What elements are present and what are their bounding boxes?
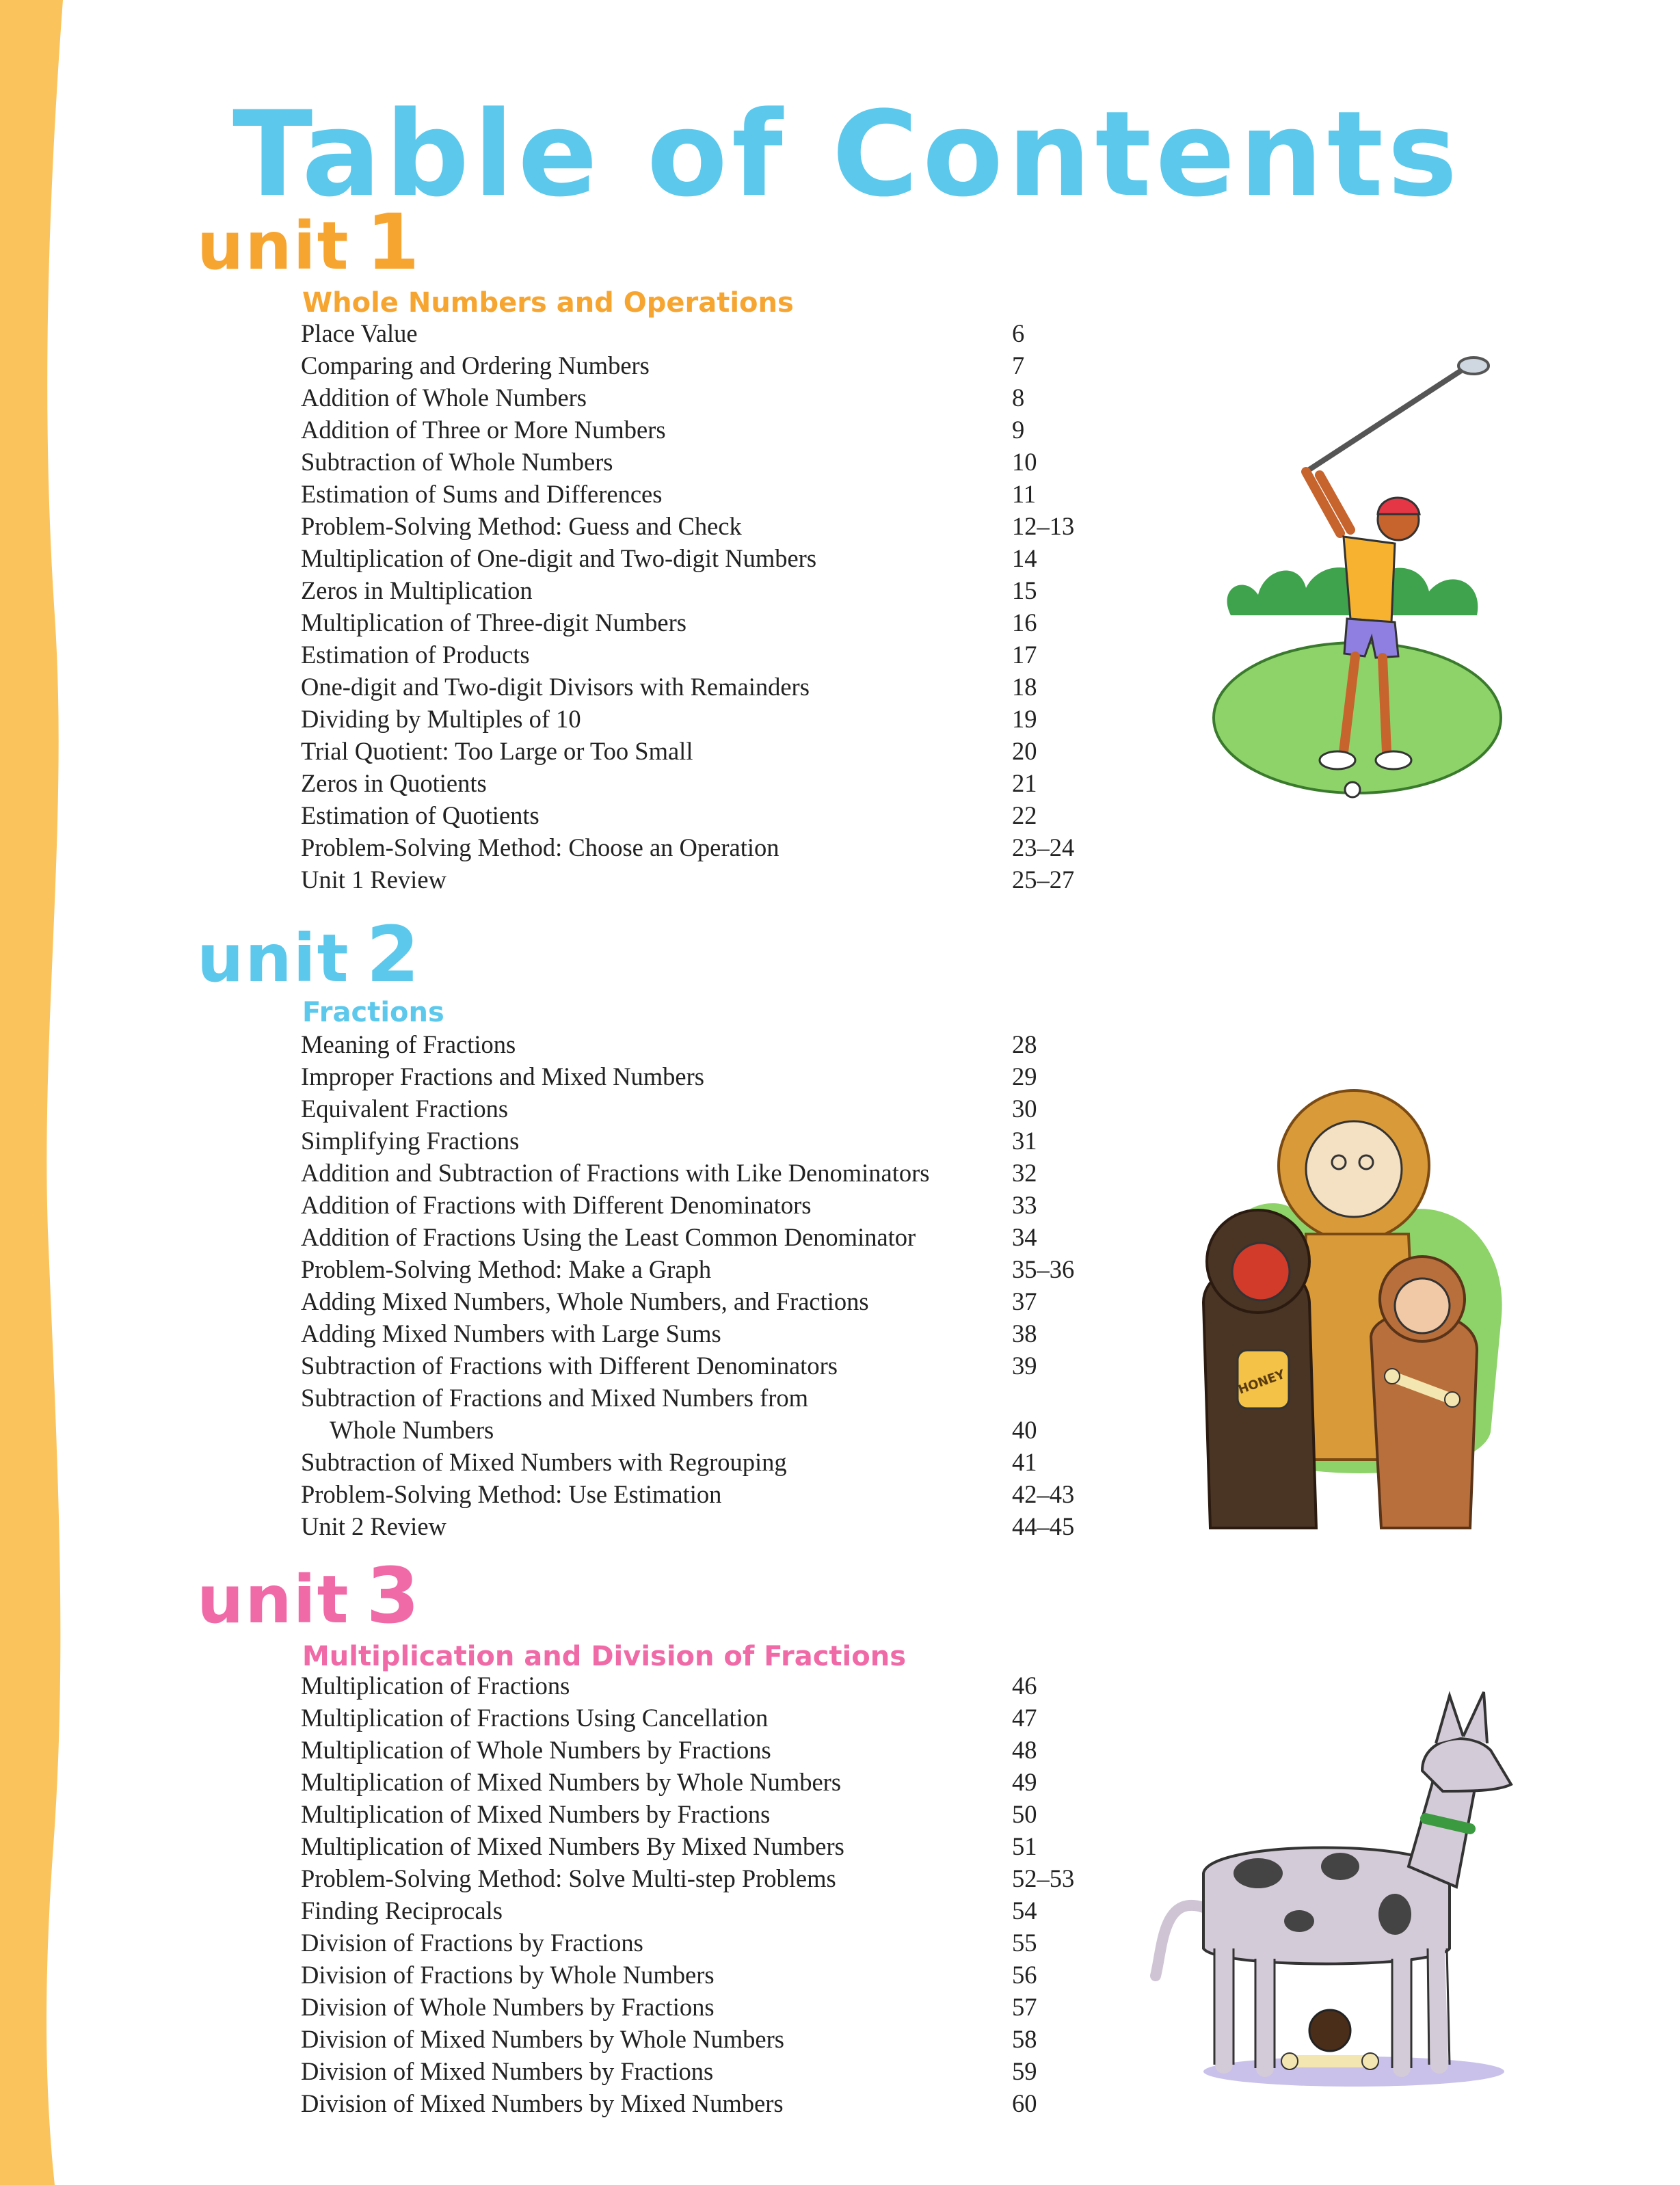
toc-entry-title: Zeros in Multiplication bbox=[301, 576, 533, 604]
golfer-shoe-right bbox=[1376, 751, 1411, 769]
toc-entry[interactable] bbox=[301, 1221, 1121, 1253]
toc-entry[interactable] bbox=[301, 1060, 1121, 1092]
toc-entry-title: Place Value bbox=[301, 319, 418, 347]
small-bone-end-1 bbox=[1281, 2053, 1298, 2069]
toc-entry-title: Problem-Solving Method: Solve Multi-step Problems bbox=[301, 1864, 836, 1892]
toc-entry[interactable] bbox=[301, 1157, 1121, 1189]
unit-3-number: 3 bbox=[366, 1552, 421, 1641]
toc-entry-page: 42–43 bbox=[1012, 1480, 1075, 1508]
toc-entry[interactable] bbox=[301, 1189, 1121, 1221]
toc-entry[interactable] bbox=[301, 1446, 1121, 1478]
toc-entry[interactable] bbox=[301, 767, 1121, 799]
toc-entry-title: Dividing by Multiples of 10 bbox=[301, 705, 581, 733]
toc-entry-title: Division of Fractions by Fractions bbox=[301, 1929, 643, 1957]
dog-costume-face bbox=[1395, 1278, 1450, 1333]
toc-entry-page: 46 bbox=[1012, 1672, 1037, 1700]
toc-entry-title-continuation: Whole Numbers bbox=[330, 1416, 494, 1444]
dog-tail bbox=[1156, 1905, 1203, 1976]
dogs-illustration bbox=[1149, 1689, 1518, 2092]
toc-entry[interactable] bbox=[301, 831, 1121, 863]
toc-entry-title: Unit 1 Review bbox=[301, 866, 446, 894]
toc-entry[interactable] bbox=[301, 1317, 1121, 1350]
toc-entry-title: Adding Mixed Numbers with Large Sums bbox=[301, 1319, 721, 1348]
unit-1-subtitle: Whole Numbers and Operations bbox=[302, 287, 794, 319]
toc-entry-page: 14 bbox=[1012, 544, 1037, 572]
toc-entry[interactable] bbox=[301, 1894, 1121, 1927]
toc-entry[interactable] bbox=[301, 510, 1121, 542]
toc-entry[interactable] bbox=[301, 1350, 1121, 1382]
toc-entry[interactable] bbox=[301, 1670, 1121, 1702]
dog-costume-body bbox=[1371, 1313, 1477, 1528]
toc-entry[interactable] bbox=[301, 1959, 1121, 1991]
toc-entry-title: Division of Fractions by Whole Numbers bbox=[301, 1961, 715, 1989]
toc-entry-title: Addition of Three or More Numbers bbox=[301, 416, 666, 444]
toc-entry[interactable] bbox=[301, 1125, 1121, 1157]
toc-entry[interactable] bbox=[301, 2023, 1121, 2055]
toc-entry-page: 33 bbox=[1012, 1191, 1037, 1219]
toc-entry-page: 21 bbox=[1012, 769, 1037, 797]
toc-entry[interactable] bbox=[301, 799, 1121, 831]
golf-ball bbox=[1345, 782, 1360, 797]
golfer-illustration bbox=[1203, 356, 1518, 807]
toc-entry-page: 22 bbox=[1012, 801, 1037, 829]
golfer-shoe-left bbox=[1320, 751, 1355, 769]
page-title: Table of Contents bbox=[232, 85, 1462, 223]
toc-entry-title: Multiplication of One-digit and Two-digit Numbers bbox=[301, 544, 817, 572]
toc-entry-page: 6 bbox=[1012, 319, 1025, 347]
bear-face bbox=[1232, 1243, 1290, 1300]
toc-entry-page: 31 bbox=[1012, 1127, 1037, 1155]
toc-entry[interactable] bbox=[301, 446, 1121, 478]
toc-entry[interactable] bbox=[301, 1702, 1121, 1734]
dane-spot-1 bbox=[1234, 1858, 1283, 1888]
toc-entry-page: 10 bbox=[1012, 448, 1037, 476]
toc-entry[interactable] bbox=[301, 671, 1121, 703]
toc-entry-title: Multiplication of Mixed Numbers By Mixed Numbers bbox=[301, 1832, 844, 1860]
toc-entry-page: 8 bbox=[1012, 384, 1025, 412]
toc-entry-title: Trial Quotient: Too Large or Too Small bbox=[301, 737, 693, 765]
toc-entry[interactable] bbox=[301, 863, 1121, 896]
toc-entry-page: 15 bbox=[1012, 576, 1037, 604]
toc-entry-title-wrapper bbox=[301, 1382, 808, 1446]
toc-entry-title: Multiplication of Whole Numbers by Fractions bbox=[301, 1736, 771, 1764]
toc-entry-page: 52–53 bbox=[1012, 1864, 1075, 1892]
toc-entry-page: 25–27 bbox=[1012, 866, 1075, 894]
great-dane-head bbox=[1422, 1739, 1511, 1791]
unit-3-toc-list bbox=[301, 1670, 1121, 2119]
toc-entry-title: One-digit and Two-digit Divisors with Remainders bbox=[301, 673, 810, 701]
toc-entry[interactable] bbox=[301, 639, 1121, 671]
toc-entry-title: Improper Fractions and Mixed Numbers bbox=[301, 1062, 704, 1090]
small-dog bbox=[1309, 2010, 1350, 2051]
golfer-shirt bbox=[1344, 537, 1395, 622]
toc-entry-page: 7 bbox=[1012, 351, 1025, 379]
bone-end-1 bbox=[1385, 1369, 1400, 1384]
toc-entry-page: 23–24 bbox=[1012, 833, 1075, 861]
unit-3-heading bbox=[197, 1552, 421, 1641]
toc-entry-title: Division of Mixed Numbers by Fractions bbox=[301, 2057, 714, 2085]
toc-entry-title: Estimation of Sums and Differences bbox=[301, 480, 663, 508]
kids-costumes-icon bbox=[1203, 1090, 1502, 1528]
toc-entry[interactable] bbox=[301, 1285, 1121, 1317]
toc-entry[interactable] bbox=[301, 1798, 1121, 1830]
toc-entry-page: 54 bbox=[1012, 1896, 1037, 1925]
golfer-arms bbox=[1306, 472, 1350, 533]
toc-entry-title: Division of Whole Numbers by Fractions bbox=[301, 1993, 715, 2021]
toc-entry-title: Subtraction of Mixed Numbers with Regrouping bbox=[301, 1448, 787, 1476]
toc-entry-title: Simplifying Fractions bbox=[301, 1127, 520, 1155]
toc-entry[interactable] bbox=[301, 349, 1121, 381]
toc-entry-title: Subtraction of Fractions and Mixed Numbers from bbox=[301, 1384, 809, 1412]
toc-entry-title: Multiplication of Fractions Using Cancellation bbox=[301, 1704, 769, 1732]
toc-entry-page: 38 bbox=[1012, 1319, 1037, 1348]
toc-entry-page: 16 bbox=[1012, 608, 1037, 636]
toc-entry[interactable] bbox=[301, 1830, 1121, 1862]
toc-entry[interactable] bbox=[301, 1092, 1121, 1125]
lion-face bbox=[1306, 1121, 1402, 1217]
toc-entry-title: Zeros in Quotients bbox=[301, 769, 487, 797]
toc-entry-title: Adding Mixed Numbers, Whole Numbers, and Fractions bbox=[301, 1287, 869, 1315]
unit-1-heading bbox=[197, 198, 421, 287]
club-head bbox=[1458, 358, 1489, 374]
toc-entry[interactable] bbox=[301, 381, 1121, 414]
toc-entry-page: 20 bbox=[1012, 737, 1037, 765]
toc-entry-page: 9 bbox=[1012, 416, 1025, 444]
toc-entry-title: Subtraction of Fractions with Different Denominators bbox=[301, 1352, 838, 1380]
toc-entry-page: 40 bbox=[1012, 1416, 1037, 1444]
toc-entry[interactable] bbox=[301, 317, 1121, 349]
toc-entry-title: Multiplication of Fractions bbox=[301, 1672, 570, 1700]
toc-entry-page: 49 bbox=[1012, 1768, 1037, 1796]
great-dane-ears bbox=[1436, 1692, 1487, 1743]
dogs-icon bbox=[1156, 1692, 1511, 2087]
toc-entry-title: Addition of Fractions Using the Least Common Denominator bbox=[301, 1223, 916, 1251]
toc-entry[interactable] bbox=[301, 414, 1121, 446]
unit-2-label: unit bbox=[197, 920, 350, 997]
unit-1-label: unit bbox=[197, 208, 350, 284]
toc-entry-title: Addition of Whole Numbers bbox=[301, 384, 587, 412]
toc-entry-page: 47 bbox=[1012, 1704, 1037, 1732]
unit-2-number: 2 bbox=[366, 911, 421, 1000]
toc-entry-title: Finding Reciprocals bbox=[301, 1896, 503, 1925]
toc-entry-page: 59 bbox=[1012, 2057, 1037, 2085]
toc-entry-page: 18 bbox=[1012, 673, 1037, 701]
toc-entry-page: 34 bbox=[1012, 1223, 1037, 1251]
toc-entry-title: Multiplication of Mixed Numbers by Whole Numbers bbox=[301, 1768, 842, 1796]
toc-entry-title: Division of Mixed Numbers by Whole Numbers bbox=[301, 2025, 784, 2053]
dane-spot-4 bbox=[1284, 1910, 1314, 1932]
toc-entry-page: 32 bbox=[1012, 1159, 1037, 1187]
toc-entry-title: Problem-Solving Method: Guess and Check bbox=[301, 512, 742, 540]
toc-entry-page: 29 bbox=[1012, 1062, 1037, 1090]
unit-1-toc-list bbox=[301, 317, 1121, 896]
toc-entry[interactable] bbox=[301, 1991, 1121, 2023]
toc-entry-page: 44–45 bbox=[1012, 1512, 1075, 1540]
toc-entry-page: 19 bbox=[1012, 705, 1037, 733]
golfer-icon bbox=[1214, 358, 1501, 797]
toc-entry[interactable] bbox=[301, 703, 1121, 735]
toc-entry-page: 37 bbox=[1012, 1287, 1037, 1315]
toc-entry-title: Estimation of Products bbox=[301, 641, 530, 669]
toc-entry-page: 60 bbox=[1012, 2089, 1037, 2117]
unit-1-number: 1 bbox=[366, 198, 421, 287]
toc-entry-title: Problem-Solving Method: Choose an Operation bbox=[301, 833, 779, 861]
toc-entry-title: Estimation of Quotients bbox=[301, 801, 539, 829]
dane-spot-2 bbox=[1321, 1853, 1359, 1880]
toc-entry[interactable] bbox=[301, 1862, 1121, 1894]
toc-entry-title: Addition and Subtraction of Fractions with Like Denominators bbox=[301, 1159, 930, 1187]
toc-entry[interactable] bbox=[301, 1478, 1121, 1510]
toc-entry-page: 41 bbox=[1012, 1448, 1037, 1476]
toc-entry-page: 50 bbox=[1012, 1800, 1037, 1828]
left-band-shape bbox=[0, 0, 63, 2185]
toc-entry[interactable] bbox=[301, 2087, 1121, 2119]
toc-entry-page: 51 bbox=[1012, 1832, 1037, 1860]
toc-entry[interactable] bbox=[301, 1028, 1121, 1060]
toc-entry-page: 55 bbox=[1012, 1929, 1037, 1957]
toc-entry[interactable] bbox=[301, 574, 1121, 606]
unit-3-label: unit bbox=[197, 1561, 350, 1638]
toc-entry-title: Multiplication of Mixed Numbers by Fractions bbox=[301, 1800, 771, 1828]
toc-entry-page: 28 bbox=[1012, 1030, 1037, 1058]
toc-entry-page: 11 bbox=[1012, 480, 1037, 508]
toc-entry[interactable] bbox=[301, 478, 1121, 510]
toc-entry-title: Unit 2 Review bbox=[301, 1512, 446, 1540]
toc-entry-title: Subtraction of Whole Numbers bbox=[301, 448, 613, 476]
toc-entry[interactable] bbox=[301, 1510, 1121, 1542]
toc-entry[interactable] bbox=[301, 542, 1121, 574]
small-bone-end-2 bbox=[1362, 2053, 1378, 2069]
toc-entry-page: 56 bbox=[1012, 1961, 1037, 1989]
toc-entry-page: 48 bbox=[1012, 1736, 1037, 1764]
toc-entry-page: 35–36 bbox=[1012, 1255, 1075, 1283]
toc-entry-title: Division of Mixed Numbers by Mixed Numbers bbox=[301, 2089, 784, 2117]
toc-entry[interactable] bbox=[301, 1927, 1121, 1959]
unit-2-heading bbox=[197, 911, 421, 1000]
toc-entry[interactable] bbox=[301, 1253, 1121, 1285]
toc-entry-title: Comparing and Ordering Numbers bbox=[301, 351, 650, 379]
toc-entry-page: 17 bbox=[1012, 641, 1037, 669]
dane-spot-3 bbox=[1378, 1894, 1411, 1935]
unit-2-subtitle: Fractions bbox=[302, 997, 444, 1028]
toc-entry[interactable] bbox=[301, 735, 1121, 767]
toc-entry-title: Meaning of Fractions bbox=[301, 1030, 516, 1058]
left-border-band bbox=[0, 0, 75, 2185]
honey-jar-label: HONEY bbox=[1236, 1367, 1287, 1397]
toc-entry[interactable] bbox=[301, 606, 1121, 639]
toc-entry-page: 30 bbox=[1012, 1095, 1037, 1123]
toc-entry-title: Addition of Fractions with Different Denominators bbox=[301, 1191, 812, 1219]
toc-entry-title: Equivalent Fractions bbox=[301, 1095, 509, 1123]
toc-entry[interactable] bbox=[301, 1766, 1121, 1798]
bone-end-2 bbox=[1445, 1392, 1460, 1407]
toc-entry-page: 57 bbox=[1012, 1993, 1037, 2021]
toc-entry-page: 12–13 bbox=[1012, 512, 1075, 540]
golf-club bbox=[1306, 369, 1463, 472]
toc-entry[interactable] bbox=[301, 1734, 1121, 1766]
costumed-kids-illustration bbox=[1190, 1077, 1525, 1542]
unit-3-subtitle: Multiplication and Division of Fractions bbox=[302, 1641, 907, 1672]
toc-entry-title: Multiplication of Three-digit Numbers bbox=[301, 608, 686, 636]
toc-entry-page: 58 bbox=[1012, 2025, 1037, 2053]
toc-entry-title: Problem-Solving Method: Use Estimation bbox=[301, 1480, 722, 1508]
toc-entry[interactable] bbox=[301, 1382, 1121, 1446]
unit-2-toc-list bbox=[301, 1028, 1121, 1542]
toc-entry-page: 39 bbox=[1012, 1352, 1037, 1380]
toc-entry[interactable] bbox=[301, 2055, 1121, 2087]
golfer-cap bbox=[1378, 498, 1419, 514]
toc-entry-title: Problem-Solving Method: Make a Graph bbox=[301, 1255, 712, 1283]
